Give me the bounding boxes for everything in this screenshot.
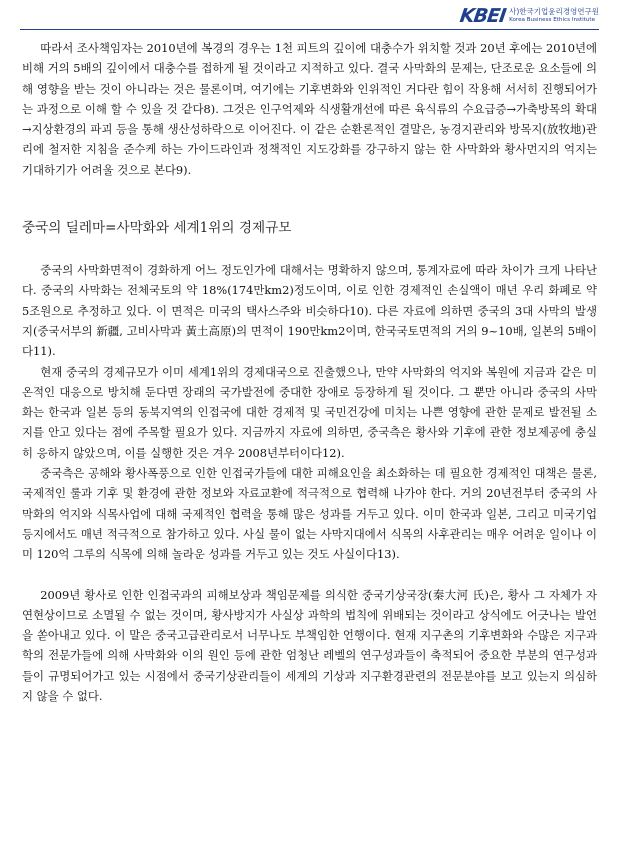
org-name-korean: 사)한국기업윤리경영연구원 [509,7,599,17]
body-paragraph: 중국측은 공해와 황사폭풍으로 인한 인접국가들에 대한 피해요인을 최소화하는 데 필요한 경제적인 대책은 물론, 국제적인 룰과 기후 및 환경에 관한 정보와 자료교환에 적극적으로 협력해 나가야 한다. 거의 20년전부터 중국의 사막화의 억지와 식목사업에 대해 국제적인 협력을 통해 많은 성과를 거두고 있다. 이미 한국과 일본, 그리고 미국기업 등지에서도 매년 적극적으로 참가하고 있다. 사실 물이 없는 사막지대에서 식목의 사후관리는 매우 어려운 일이나 이미 120억 그루의 식목에 의해 놀라운 성과를 거두고 있는 것도 사실이다13). [22,466,597,562]
section-heading: 중국의 딜레마=사막화와 세계1위의 경제규모 [22,220,292,237]
org-name-english: Korea Business Ethics Institute [509,16,596,23]
org-name [509,8,599,23]
page-header [460,4,599,28]
body-paragraph: 현재 중국의 경제규모가 이미 세계1위의 경제대국으로 진출했으나, 만약 사막화의 억지와 복원에 지금과 같은 미온적인 대응으로 방치해 둔다면 장래의 국가발전에 중대한 장애로 등장하게 될 것이다. 그 뿐만 아니라 중국의 사막화는 한국과 일본 등의 동북지역의 인접국에 대한 경제적 및 국민건강에 미치는 나쁜 영향에 관한 문제로 발전될 소지를 안고 있다는 점에 주목할 필요가 있다. 지금까지 자료에 의하면, 중국측은 황사와 기후에 관한 정보제공에 충실히 응하지 않았으며, 이를 실행한 것은 겨우 2008년부터이다12). [22,364,597,460]
document-body [22,38,597,706]
kbei-logo: KBEI [458,5,507,27]
body-paragraph: 2009년 황사로 인한 인접국과의 피해보상과 책임문제를 의식한 중국기상국장(秦大河 氏)은, 황사 그 자체가 자연현상이므로 소멸될 수 없는 것이며, 황사방지가 사실상 과학의 법칙에 위배되는 것이라고 상식에도 어긋나는 발언을 쏟아내고 있다. 이 말은 중국고급관리로서 너무나도 부책임한 언행이다. 현재 지구촌의 기후변화와 수많은 지구과학의 전문가들에 의해 사막화와 이의 원인 등에 관한 엄청난 레벨의 연구성과들이 축적되어 중요한 부분의 연구성과들이 규명되어가고 있는 시점에서 중국기상관리들이 세계의 기상과 지구환경관련의 전문분야를 보고 있는지 의심하지 않을 수 없다. [22,587,597,704]
header-divider [20,29,599,30]
body-paragraph: 따라서 조사책임자는 2010년에 복경의 경우는 1천 피트의 깊이에 대충수가 위치할 것과 20년 후에는 2010년에 비해 거의 5배의 깊이에서 대충수를 접하게 될 것이라고 지적하고 있다. 결국 사막화의 문제는, 단조로운 요소들에 의해 영향을 받는 것이 아니라는 것은 물론이며, 여기에는 기후변화와 인위적인 거다란 힘이 작용해 서서히 진행되어가는 과정으로 이해 할 수 있을 것 같다8). 그것은 인구억제와 식생활개선에 따른 육식류의 수요급증→가축방목의 확대→지상환경의 파괴 등을 통해 생산성하락으로 이어진다. 이 같은 순환론적인 결말은, 농경지관리와 방목지(放牧地)관리에 철저한 지침을 준수케 하는 가이드라인과 정책적인 지도강화를 강구하지 않는 한 사막화와 황사먼지의 억지는 기대하기가 어려울 것으로 본다9). [22,41,597,177]
body-paragraph: 중국의 사막화면적이 경화하게 어느 정도인가에 대해서는 명확하지 않으며, 통계자료에 따라 차이가 크게 나타난다. 중국의 사막화는 전체국토의 약 18%(174만km2)정도이며, 이로 인한 경제적인 손실액이 매년 우리 화폐로 약 5조원으로 추정하고 있다. 이 면적은 미국의 택사스주와 비슷하다10). 다른 자료에 의하면 중국의 3대 사막의 발생지(중국서부의 新疆, 고비사막과 黃土高原)의 면적이 190만km2이며, 한국국토면적의 거의 9~10배, 일본의 5배이다11). [22,263,597,359]
